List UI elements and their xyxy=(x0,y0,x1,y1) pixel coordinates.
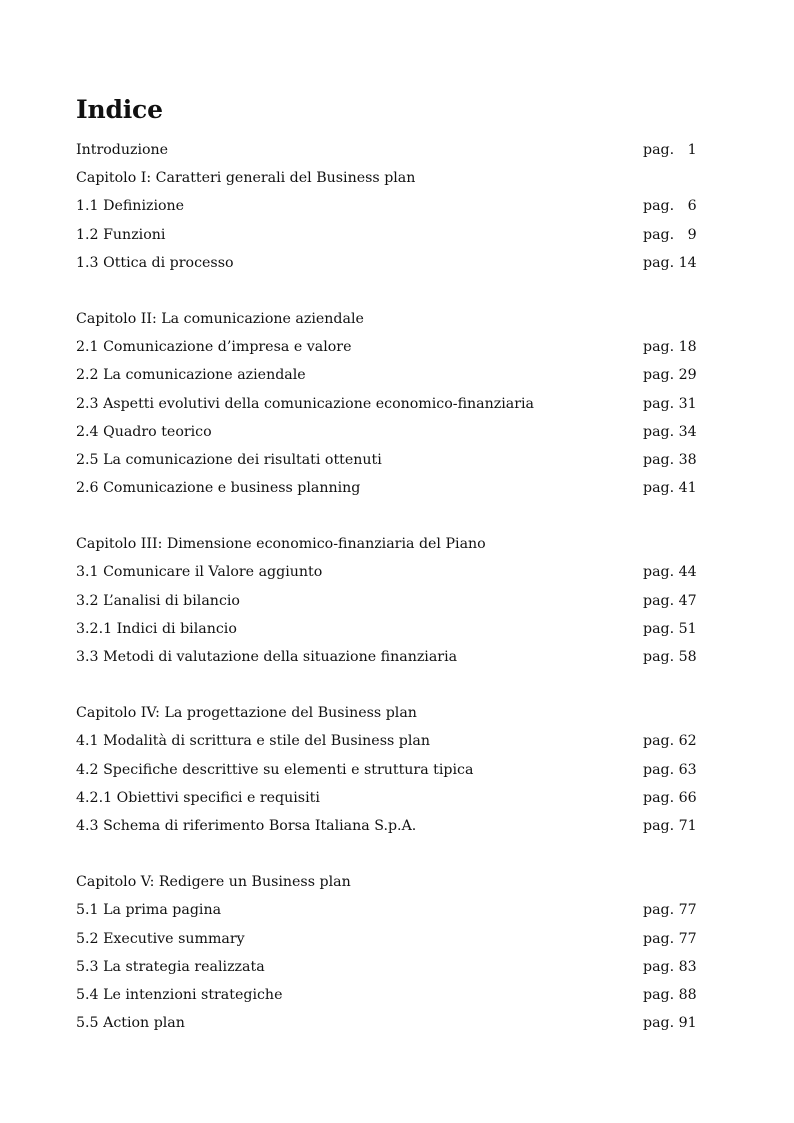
toc-entry xyxy=(76,953,697,981)
toc-entry-title: 2.6 Comunicazione e business planning xyxy=(76,480,361,497)
toc-entry-page: pag. 29 xyxy=(643,367,697,384)
toc-entry-title: 5.1 La prima pagina xyxy=(76,902,222,919)
toc-entry-title: 3.1 Comunicare il Valore aggiunto xyxy=(76,564,323,581)
toc-entry xyxy=(76,418,697,446)
toc-chapter-heading xyxy=(76,305,694,333)
toc-entry-page: pag. 58 xyxy=(643,649,697,665)
toc-entry-title: Capitolo V: Redigere un Business plan xyxy=(76,874,351,891)
table-of-contents xyxy=(76,136,697,1037)
toc-entry xyxy=(76,361,697,389)
toc-entry xyxy=(76,221,697,249)
page-title: Indice xyxy=(76,95,163,124)
toc-chapter-heading xyxy=(76,164,694,192)
toc-entry-page: pag. 1 xyxy=(643,142,697,158)
toc-entry xyxy=(76,784,697,812)
toc-entry-page: pag. 9 xyxy=(643,226,697,243)
toc-entry xyxy=(76,812,697,840)
toc-entry-title: 5.3 La strategia realizzata xyxy=(76,958,265,975)
toc-entry-title: 5.4 Le intenzioni strategiche xyxy=(76,986,283,1003)
toc-entry-page: pag. 6 xyxy=(643,198,697,215)
toc-entry xyxy=(76,333,697,361)
toc-entry-page: pag. 91 xyxy=(643,1015,697,1032)
toc-entry-page: pag. 14 xyxy=(643,254,697,271)
toc-entry-page: pag. 66 xyxy=(643,789,697,806)
toc-chapter-heading xyxy=(76,530,694,558)
toc-entry-page: pag. 63 xyxy=(643,761,697,778)
toc-entry xyxy=(76,136,697,164)
toc-entry-title: 1.1 Definizione xyxy=(76,198,185,215)
toc-entry xyxy=(76,558,697,586)
toc-entry xyxy=(76,925,697,953)
toc-chapter-heading xyxy=(76,868,694,896)
toc-entry xyxy=(76,643,697,671)
toc-entry-title: 2.1 Comunicazione d’impresa e valore xyxy=(76,339,352,356)
toc-entry-title: 1.3 Ottica di processo xyxy=(76,254,234,271)
toc-entry-title: 3.3 Metodi di valutazione della situazione finanziaria xyxy=(76,649,458,665)
toc-entry-title: 4.3 Schema di riferimento Borsa Italiana S.p.A. xyxy=(76,817,417,834)
toc-entry-page: pag. 38 xyxy=(643,451,697,468)
toc-entry xyxy=(76,474,697,502)
toc-entry-page: pag. 62 xyxy=(643,733,697,750)
toc-entry-title: 4.1 Modalità di scrittura e stile del Business plan xyxy=(76,733,430,750)
toc-entry-title: 5.5 Action plan xyxy=(76,1015,185,1032)
toc-entry-title: 3.2.1 Indici di bilancio xyxy=(76,620,237,637)
toc-entry-title: 2.3 Aspetti evolutivi della comunicazione economico-finanziaria xyxy=(76,395,535,412)
toc-entry-page: pag. 88 xyxy=(643,986,697,1003)
toc-entry-title: Introduzione xyxy=(76,142,169,158)
toc-entry-page: pag. 41 xyxy=(643,480,697,497)
toc-entry-page: pag. 71 xyxy=(643,817,697,834)
toc-entry xyxy=(76,896,697,924)
toc-entry-title: Capitolo I: Caratteri generali del Business plan xyxy=(76,170,416,187)
toc-entry-title: 3.2 L’analisi di bilancio xyxy=(76,592,240,609)
toc-entry xyxy=(76,192,697,220)
toc-entry xyxy=(76,1009,697,1037)
toc-entry-title: 4.2 Specifiche descrittive su elementi e struttura tipica xyxy=(76,761,474,778)
toc-entry-title: Capitolo III: Dimensione economico-finanziaria del Piano xyxy=(76,536,486,553)
toc-entry xyxy=(76,587,697,615)
toc-entry-page: pag. 18 xyxy=(643,339,697,356)
toc-entry-title: 5.2 Executive summary xyxy=(76,930,245,947)
toc-entry xyxy=(76,446,697,474)
toc-entry xyxy=(76,981,697,1009)
toc-entry-title: 1.2 Funzioni xyxy=(76,226,166,243)
toc-entry xyxy=(76,390,697,418)
toc-entry-title: Capitolo IV: La progettazione del Business plan xyxy=(76,705,417,722)
toc-entry-page: pag. 34 xyxy=(643,423,697,440)
toc-entry xyxy=(76,249,697,277)
toc-entry-page: pag. 44 xyxy=(643,564,697,581)
toc-entry-title: 4.2.1 Obiettivi specifici e requisiti xyxy=(76,789,320,806)
toc-entry-page: pag. 77 xyxy=(643,902,697,919)
toc-entry-title: 2.2 La comunicazione aziendale xyxy=(76,367,306,384)
toc-entry-page: pag. 51 xyxy=(643,620,697,637)
toc-entry-title: 2.5 La comunicazione dei risultati ottenuti xyxy=(76,451,382,468)
toc-entry-page: pag. 31 xyxy=(643,395,697,412)
toc-entry xyxy=(76,727,697,755)
toc-entry-title: 2.4 Quadro teorico xyxy=(76,423,212,440)
toc-entry-title: Capitolo II: La comunicazione aziendale xyxy=(76,310,364,327)
toc-chapter-heading xyxy=(76,699,694,727)
toc-entry-page: pag. 47 xyxy=(643,592,697,609)
toc-entry xyxy=(76,615,697,643)
toc-entry-page: pag. 83 xyxy=(643,958,697,975)
toc-entry-page: pag. 77 xyxy=(643,930,697,947)
toc-entry xyxy=(76,756,697,784)
